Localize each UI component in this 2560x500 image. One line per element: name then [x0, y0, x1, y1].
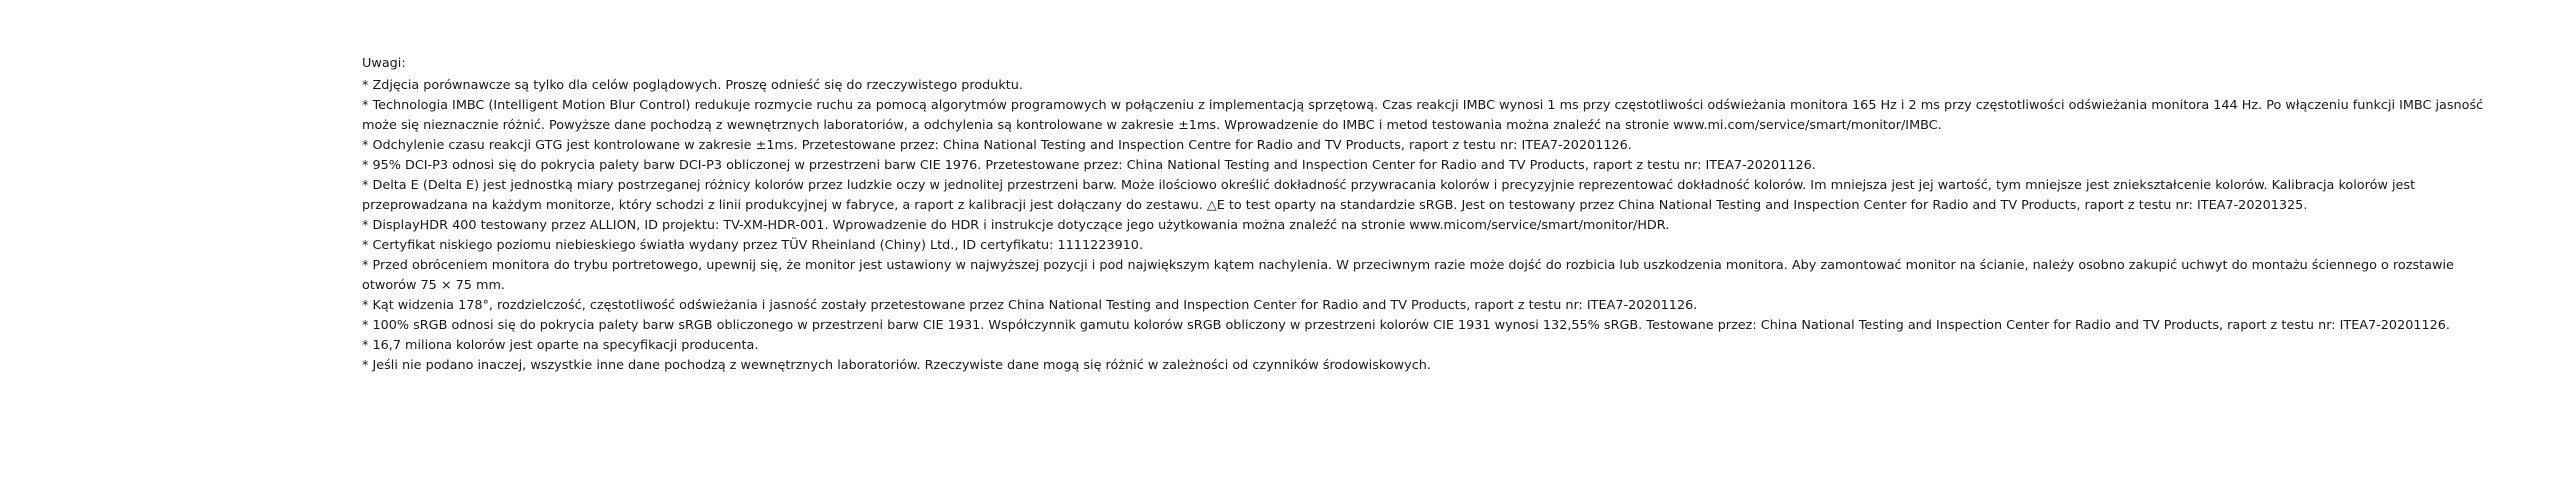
notes-heading: Uwagi:: [362, 56, 406, 71]
note-delta-e: * Delta E (Delta E) jest jednostką miary postrzeganej różnicy kolorów przez ludzkie oczy w jednolitej przestrzeni barw. Może ilościowo określić dokładność przywracania kolorów i precyzyjnie reprezentować dokładność kolorów. Im mniejsza jest jej wartość, tym mniejsze jest zniekształcenie kolorów. Kalibracja kolorów jest przeprowadzana na każdym monitorze, który schodzi z linii produkcyjnej w fabryce, a raport z kalibracji jest dołączany do zestawu. △E to test oparty na standardzie sRGB. Jest on testowany przez China National Testing and Inspection Center for Radio and TV Products, raport z testu nr: ITEA7-20201325.: [362, 178, 2416, 213]
note-viewing-angle: * Kąt widzenia 178°, rozdzielczość, częstotliwość odświeżania i jasność zostały przetestowane przez China National Testing and Inspection Center for Radio and TV Products, raport z testu nr: ITEA7-20201126.: [362, 298, 1698, 313]
note-blue-light: * Certyfikat niskiego poziomu niebieskiego światła wydany przez TÜV Rheinland (Chiny) Ltd., ID certyfikatu: 1111223910.: [362, 238, 1144, 253]
note-portrait-mount: * Przed obróceniem monitora do trybu portretowego, upewnij się, że monitor jest ustawiony w najwyższej pozycji i pod największym kątem nachylenia. W przeciwnym razie może dojść do rozbicia lub uszkodzenia monitora. Aby zamontować monitor na ścianie, należy osobno zakupić uchwyt do montażu ściennego o rozstawie otworów 75 × 75 mm.: [362, 258, 2454, 293]
note-dci-p3: * 95% DCI-P3 odnosi się do pokrycia palety barw DCI-P3 obliczonej w przestrzeni barw CIE 1976. Przetestowane przez: China National Testing and Inspection Center for Radio and TV Products, raport z testu nr: ITEA7-20201126.: [362, 158, 1816, 173]
footnotes-section: [362, 54, 2502, 376]
note-imbc: * Technologia IMBC (Intelligent Motion Blur Control) redukuje rozmycie ruchu za pomocą algorytmów programowych w połączeniu z implementacją sprzętową. Czas reakcji IMBC wynosi 1 ms przy częstotliwości odświeżania monitora 165 Hz i 2 ms przy częstotliwości odświeżania monitora 144 Hz. Po włączeniu funkcji IMBC jasność może się nieznacznie różnić. Powyższe dane pochodzą z wewnętrznych laboratoriów, a odchylenia są kontrolowane w zakresie ±1ms. Wprowadzenie do IMBC i metod testowania można znaleźć na stronie www.mi.com/service/smart/monitor/IMBC.: [362, 98, 2484, 133]
note-comparison-images: * Zdjęcia porównawcze są tylko dla celów poglądowych. Proszę odnieść się do rzeczywistego produktu.: [362, 78, 1023, 93]
note-lab-data: * Jeśli nie podano inaczej, wszystkie inne dane pochodzą z wewnętrznych laboratoriów. Rzeczywiste dane mogą się różnić w zależności od czynników środowiskowych.: [362, 358, 1431, 373]
note-srgb: * 100% sRGB odnosi się do pokrycia palety barw sRGB obliczonego w przestrzeni barw CIE 1931. Współczynnik gamutu kolorów sRGB obliczony w przestrzeni kolorów CIE 1931 wynosi 132,55% sRGB. Testowane przez: China National Testing and Inspection Center for Radio and TV Products, raport z testu nr: ITEA7-20201126.: [362, 318, 2450, 333]
note-gtg-response: * Odchylenie czasu reakcji GTG jest kontrolowane w zakresie ±1ms. Przetestowane przez: China National Testing and Inspection Centre for Radio and TV Products, raport z testu nr: ITEA7-20201126.: [362, 138, 1632, 153]
note-displayhdr: * DisplayHDR 400 testowany przez ALLION, ID projektu: TV-XM-HDR-001. Wprowadzenie do HDR i instrukcje dotyczące jego użytkowania można znaleźć na stronie www.micom/service/smart/monitor/HDR.: [362, 218, 1670, 233]
note-colors: * 16,7 miliona kolorów jest oparte na specyfikacji producenta.: [362, 338, 759, 353]
